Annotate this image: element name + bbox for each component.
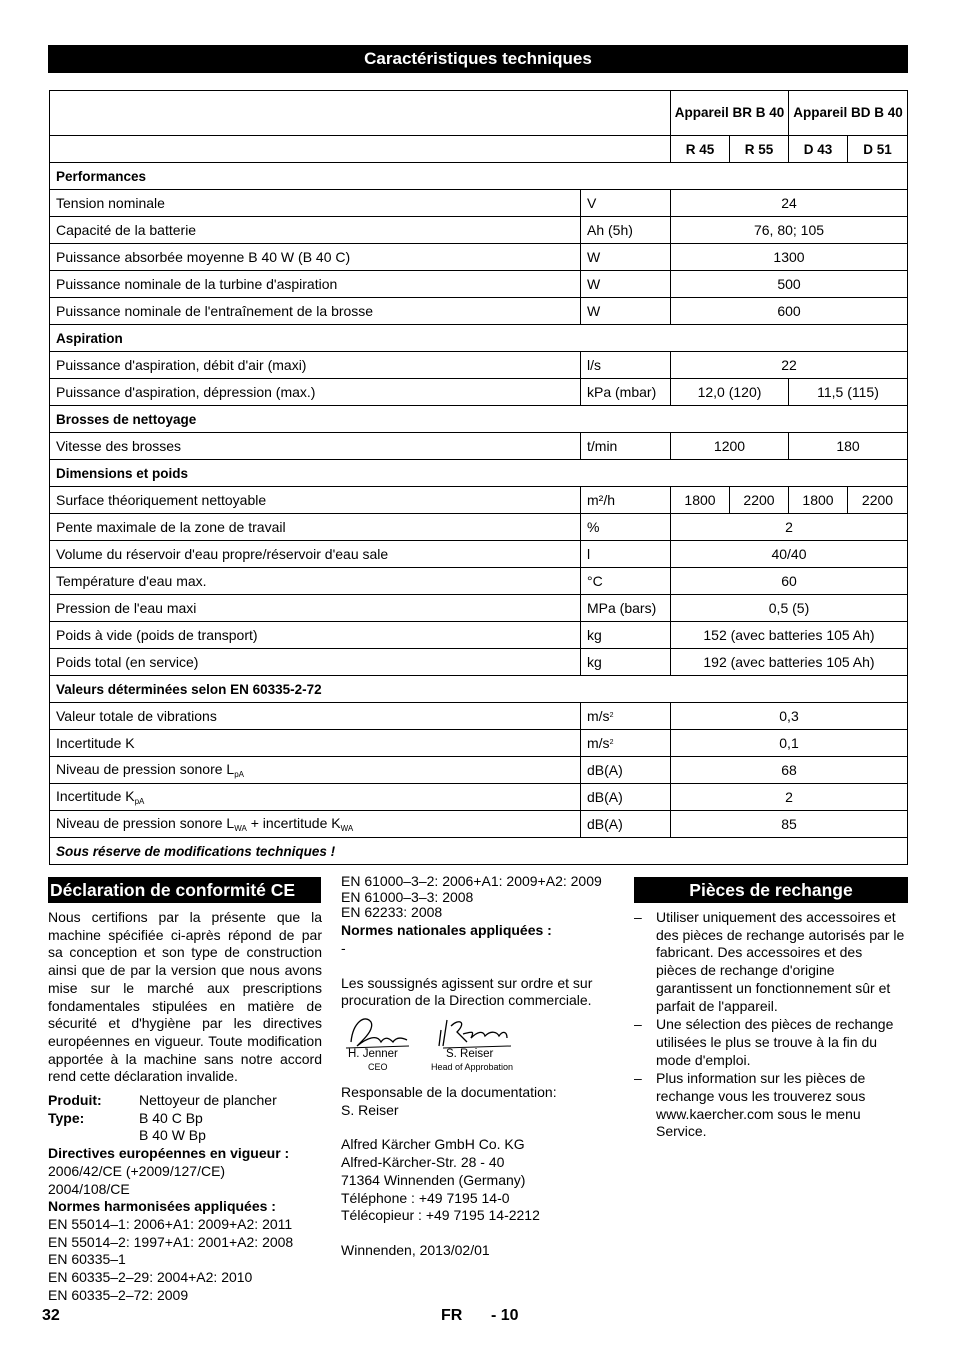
harmonized-item: EN 60335–2–29: 2004+A2: 2010 — [48, 1269, 253, 1286]
row-value: 60 — [671, 568, 908, 595]
table-row — [50, 541, 908, 568]
row-unit-text: kg — [587, 627, 602, 643]
directive-item: 2006/42/CE (+2009/127/CE) — [48, 1162, 226, 1179]
row-label-subscript: pA — [234, 770, 245, 779]
row-unit-text: m/s — [587, 708, 610, 724]
row-unit-text: dB(A) — [587, 762, 623, 778]
table-note: Sous réserve de modifications techniques ! — [50, 838, 908, 865]
harmonized-item: EN 62233: 2008 — [341, 904, 443, 921]
table-row — [50, 514, 908, 541]
row-unit-text: m²/h — [587, 492, 615, 508]
product-label: Produit: — [48, 1092, 102, 1109]
table-header-row — [50, 91, 908, 136]
table-row — [50, 190, 908, 217]
contact-block — [341, 1084, 621, 1260]
row-label-text: Niveau de pression sonore L — [56, 815, 235, 831]
row-unit-text: V — [587, 195, 597, 211]
row-unit-text: m/s — [587, 735, 610, 751]
row-unit — [581, 217, 671, 244]
row-unit-text: W — [587, 276, 601, 292]
row-label-text: Vitesse des brosses — [56, 438, 182, 454]
national-value: - — [341, 939, 346, 956]
row-unit — [581, 487, 671, 514]
list-item: – Une sélection des pièces de rechange utilisées le plus se trouve à la fin du mode d'emploi. — [634, 1016, 906, 1069]
table-row — [50, 487, 908, 514]
directive-item: 2004/108/CE — [48, 1180, 130, 1197]
section-title: Brosses de nettoyage — [50, 406, 908, 433]
row-label-text: Pression de l'eau maxi — [56, 600, 197, 616]
table-row — [50, 244, 908, 271]
row-label-text: Poids à vide (poids de transport) — [56, 627, 258, 643]
section-title: Valeurs déterminées selon EN 60335-2-72 — [50, 676, 908, 703]
spec-table — [49, 90, 908, 865]
table-row — [50, 622, 908, 649]
row-label-text: Incertitude K — [56, 788, 135, 804]
row-label-text: Capacité de la batterie — [56, 222, 197, 238]
row-label-subscript: WA — [234, 824, 247, 833]
row-value: 2 — [671, 514, 908, 541]
type-value: B 40 C Bp — [139, 1109, 203, 1126]
header-blank — [50, 136, 671, 163]
table-row — [50, 433, 908, 460]
row-unit-superscript: 2 — [609, 712, 614, 719]
row-label-text: Tension nominale — [56, 195, 165, 211]
parts-list — [634, 909, 906, 1141]
row-unit-text: % — [587, 519, 600, 535]
table-row — [50, 568, 908, 595]
address-line: Alfred Kärcher GmbH Co. KG — [341, 1136, 525, 1153]
row-label — [50, 352, 581, 379]
row-unit — [581, 811, 671, 838]
row-value: 500 — [671, 271, 908, 298]
declaration-column — [48, 909, 322, 1304]
row-unit-text: Ah (5h) — [587, 222, 633, 238]
section-row — [50, 460, 908, 487]
list-item: – Utiliser uniquement des accessoires et des pièces de rechange autorisés par le fabricant. Des accessoires et des pièces de rechange d'origine garantissent un fonctionnement sûr et parfait de l'appareil. — [634, 909, 906, 1015]
footer-lang: FR — [441, 1307, 463, 1324]
row-unit — [581, 541, 671, 568]
section-title: Dimensions et poids — [50, 460, 908, 487]
table-row — [50, 649, 908, 676]
row-label — [50, 433, 581, 460]
section-title: Aspiration — [50, 325, 908, 352]
section-row — [50, 325, 908, 352]
row-unit-text: t/min — [587, 438, 618, 454]
row-value: 2200 — [848, 487, 908, 514]
row-value-br: 1200 — [671, 433, 789, 460]
row-label — [50, 784, 581, 811]
row-unit-text: W — [587, 303, 601, 319]
table-row — [50, 217, 908, 244]
row-label — [50, 190, 581, 217]
signer1-title: CEO — [368, 1062, 388, 1072]
row-label — [50, 541, 581, 568]
row-label — [50, 298, 581, 325]
row-label-text: Puissance absorbée moyenne B 40 W (B 40 C) — [56, 249, 351, 265]
row-label — [50, 568, 581, 595]
table-row — [50, 730, 908, 757]
row-unit-text: kg — [587, 654, 602, 670]
section-title-bar — [48, 45, 908, 73]
row-unit-text: W — [587, 249, 601, 265]
row-value: 2 — [671, 784, 908, 811]
row-label — [50, 703, 581, 730]
address-line: Téléphone : +49 7195 14-0 — [341, 1189, 510, 1206]
row-value-bd: 11,5 (115) — [789, 379, 908, 406]
row-value-bd: 180 — [789, 433, 908, 460]
table-row — [50, 379, 908, 406]
declaration-intro: Nous certifions par la présente que la machine spécifiée ci-après répond de par sa conception et son type de construction ainsi que de par la version que nous avons mise sur le marché aux prescriptions fondamentales stipulées en matière de sécurité et d'hygiène par les directives européennes en vigueur. Toute modification apportée à la machine sans notre accord rend cette déclaration invalide. — [48, 909, 322, 1085]
table-row — [50, 811, 908, 838]
row-label-text: Pente maximale de la zone de travail — [56, 519, 286, 535]
page-title: Caractéristiques techniques — [364, 49, 592, 68]
row-unit-superscript: 2 — [609, 739, 614, 746]
declaration-title: Déclaration de conformité CE — [50, 880, 296, 900]
section-row — [50, 676, 908, 703]
harmonized-item: EN 55014–2: 1997+A1: 2001+A2: 2008 — [48, 1233, 294, 1250]
harmonized-item: EN 61000–3–3: 2008 — [341, 888, 474, 905]
harmonized-item: EN 60335–2–72: 2009 — [48, 1286, 189, 1303]
signatories-text: Les soussignés agissent sur ordre et sur procuration de la Direction commerciale. — [341, 974, 593, 1009]
row-value: 0,3 — [671, 703, 908, 730]
list-item: – Plus information sur les pièces de rechange vous les trouverez sous www.kaercher.com sous le menu Service. — [634, 1070, 906, 1141]
row-value: 22 — [671, 352, 908, 379]
row-label-text: Puissance d'aspiration, débit d'air (maxi) — [56, 357, 307, 373]
type-value: B 40 W Bp — [139, 1127, 206, 1144]
directives-label: Directives européennes en vigueur : — [48, 1145, 290, 1162]
row-unit-text: °C — [587, 573, 603, 589]
row-unit — [581, 568, 671, 595]
row-unit — [581, 244, 671, 271]
signer2-title: Head of Approbation — [431, 1062, 514, 1072]
row-unit — [581, 352, 671, 379]
parts-title-bar — [634, 877, 908, 903]
table-row — [50, 298, 908, 325]
section-row — [50, 163, 908, 190]
row-unit — [581, 190, 671, 217]
row-value: 40/40 — [671, 541, 908, 568]
row-unit — [581, 757, 671, 784]
table-row — [50, 703, 908, 730]
row-label — [50, 757, 581, 784]
declaration-column-continued — [341, 873, 621, 1010]
model-header: D 51 — [848, 136, 908, 163]
group-header-bd: Appareil BD B 40 — [789, 91, 908, 136]
row-label-text: Surface théoriquement nettoyable — [56, 492, 267, 508]
product-value: Nettoyeur de plancher — [139, 1092, 277, 1109]
signer1-name: H. Jenner — [348, 1048, 398, 1060]
row-unit — [581, 595, 671, 622]
table-row — [50, 595, 908, 622]
group-header-br: Appareil BR B 40 — [671, 91, 789, 136]
row-unit-text: dB(A) — [587, 816, 623, 832]
table-row — [50, 757, 908, 784]
row-label-text: Volume du réservoir d'eau propre/réservoir d'eau sale — [56, 546, 389, 562]
model-header: R 45 — [671, 136, 730, 163]
model-header: R 55 — [730, 136, 789, 163]
row-label-text: Poids total (en service) — [56, 654, 199, 670]
row-value: 152 (avec batteries 105 Ah) — [671, 622, 908, 649]
row-label — [50, 487, 581, 514]
address-line: 71364 Winnenden (Germany) — [341, 1171, 526, 1188]
page-number: 32 — [42, 1307, 60, 1324]
model-header: D 43 — [789, 136, 848, 163]
row-label-text: Température d'eau max. — [56, 573, 207, 589]
row-label — [50, 217, 581, 244]
row-unit-text: kPa (mbar) — [587, 384, 657, 400]
table-row — [50, 352, 908, 379]
row-label-subscript: pA — [134, 797, 145, 806]
row-label-text: Puissance d'aspiration, dépression (max.) — [56, 384, 316, 400]
row-unit — [581, 649, 671, 676]
row-label — [50, 595, 581, 622]
row-label-text: Valeur totale de vibrations — [56, 708, 217, 724]
row-value: 600 — [671, 298, 908, 325]
harmonized-item: EN 61000–3–2: 2006+A1: 2009+A2: 2009 — [341, 873, 602, 889]
row-unit — [581, 514, 671, 541]
row-label — [50, 649, 581, 676]
parts-column — [634, 909, 906, 1142]
row-label-text: Puissance nominale de la turbine d'aspiration — [56, 276, 338, 292]
row-value: 0,1 — [671, 730, 908, 757]
row-label-text: Niveau de pression sonore L — [56, 761, 235, 777]
signer2-name: S. Reiser — [446, 1048, 494, 1060]
harmonized-label: Normes harmonisées appliquées : — [48, 1198, 276, 1215]
row-label-text: + incertitude K — [246, 815, 341, 831]
row-value: 85 — [671, 811, 908, 838]
row-unit-text: MPa (bars) — [587, 600, 657, 616]
row-label — [50, 622, 581, 649]
row-unit-text: l — [587, 546, 591, 562]
row-unit — [581, 379, 671, 406]
note-row — [50, 838, 908, 865]
row-unit — [581, 730, 671, 757]
row-label — [50, 244, 581, 271]
row-value-br: 12,0 (120) — [671, 379, 789, 406]
parts-title: Pièces de rechange — [689, 880, 853, 900]
header-blank — [50, 91, 671, 136]
table-row — [50, 271, 908, 298]
row-label — [50, 379, 581, 406]
national-label: Normes nationales appliquées : — [341, 922, 552, 939]
doc-resp-label: Responsable de la documentation: — [341, 1084, 557, 1100]
place-date: Winnenden, 2013/02/01 — [341, 1241, 490, 1258]
doc-resp-name: S. Reiser — [341, 1101, 399, 1118]
row-unit-text: dB(A) — [587, 789, 623, 805]
row-unit — [581, 622, 671, 649]
row-unit — [581, 271, 671, 298]
declaration-title-bar — [48, 877, 321, 903]
table-subheader-row — [50, 136, 908, 163]
row-unit — [581, 433, 671, 460]
row-value: 24 — [671, 190, 908, 217]
row-label — [50, 811, 581, 838]
row-label-text: Puissance nominale de l'entraînement de la brosse — [56, 303, 374, 319]
row-value: 0,5 (5) — [671, 595, 908, 622]
table-row — [50, 784, 908, 811]
row-unit-text: l/s — [587, 357, 601, 373]
row-label — [50, 514, 581, 541]
address-line: Télécopieur : +49 7195 14-2212 — [341, 1207, 540, 1224]
row-label — [50, 730, 581, 757]
type-label: Type: — [48, 1109, 85, 1126]
row-unit — [581, 784, 671, 811]
row-value: 68 — [671, 757, 908, 784]
row-value: 1800 — [789, 487, 848, 514]
harmonized-item: EN 55014–1: 2006+A1: 2009+A2: 2011 — [48, 1215, 293, 1232]
row-label — [50, 271, 581, 298]
row-value: 1800 — [671, 487, 730, 514]
row-value: 1300 — [671, 244, 908, 271]
section-row — [50, 406, 908, 433]
signatures — [343, 1012, 523, 1074]
row-label-subscript: WA — [340, 824, 354, 833]
row-value: 2200 — [730, 487, 789, 514]
row-label-text: Incertitude K — [56, 735, 135, 751]
row-value: 76, 80; 105 — [671, 217, 908, 244]
row-unit — [581, 703, 671, 730]
address-line: Alfred-Kärcher-Str. 28 - 40 — [341, 1154, 505, 1171]
footer-section-page: - 10 — [491, 1307, 519, 1324]
row-unit — [581, 298, 671, 325]
harmonized-item: EN 60335–1 — [48, 1251, 126, 1268]
row-value: 192 (avec batteries 105 Ah) — [671, 649, 908, 676]
section-title: Performances — [50, 163, 908, 190]
